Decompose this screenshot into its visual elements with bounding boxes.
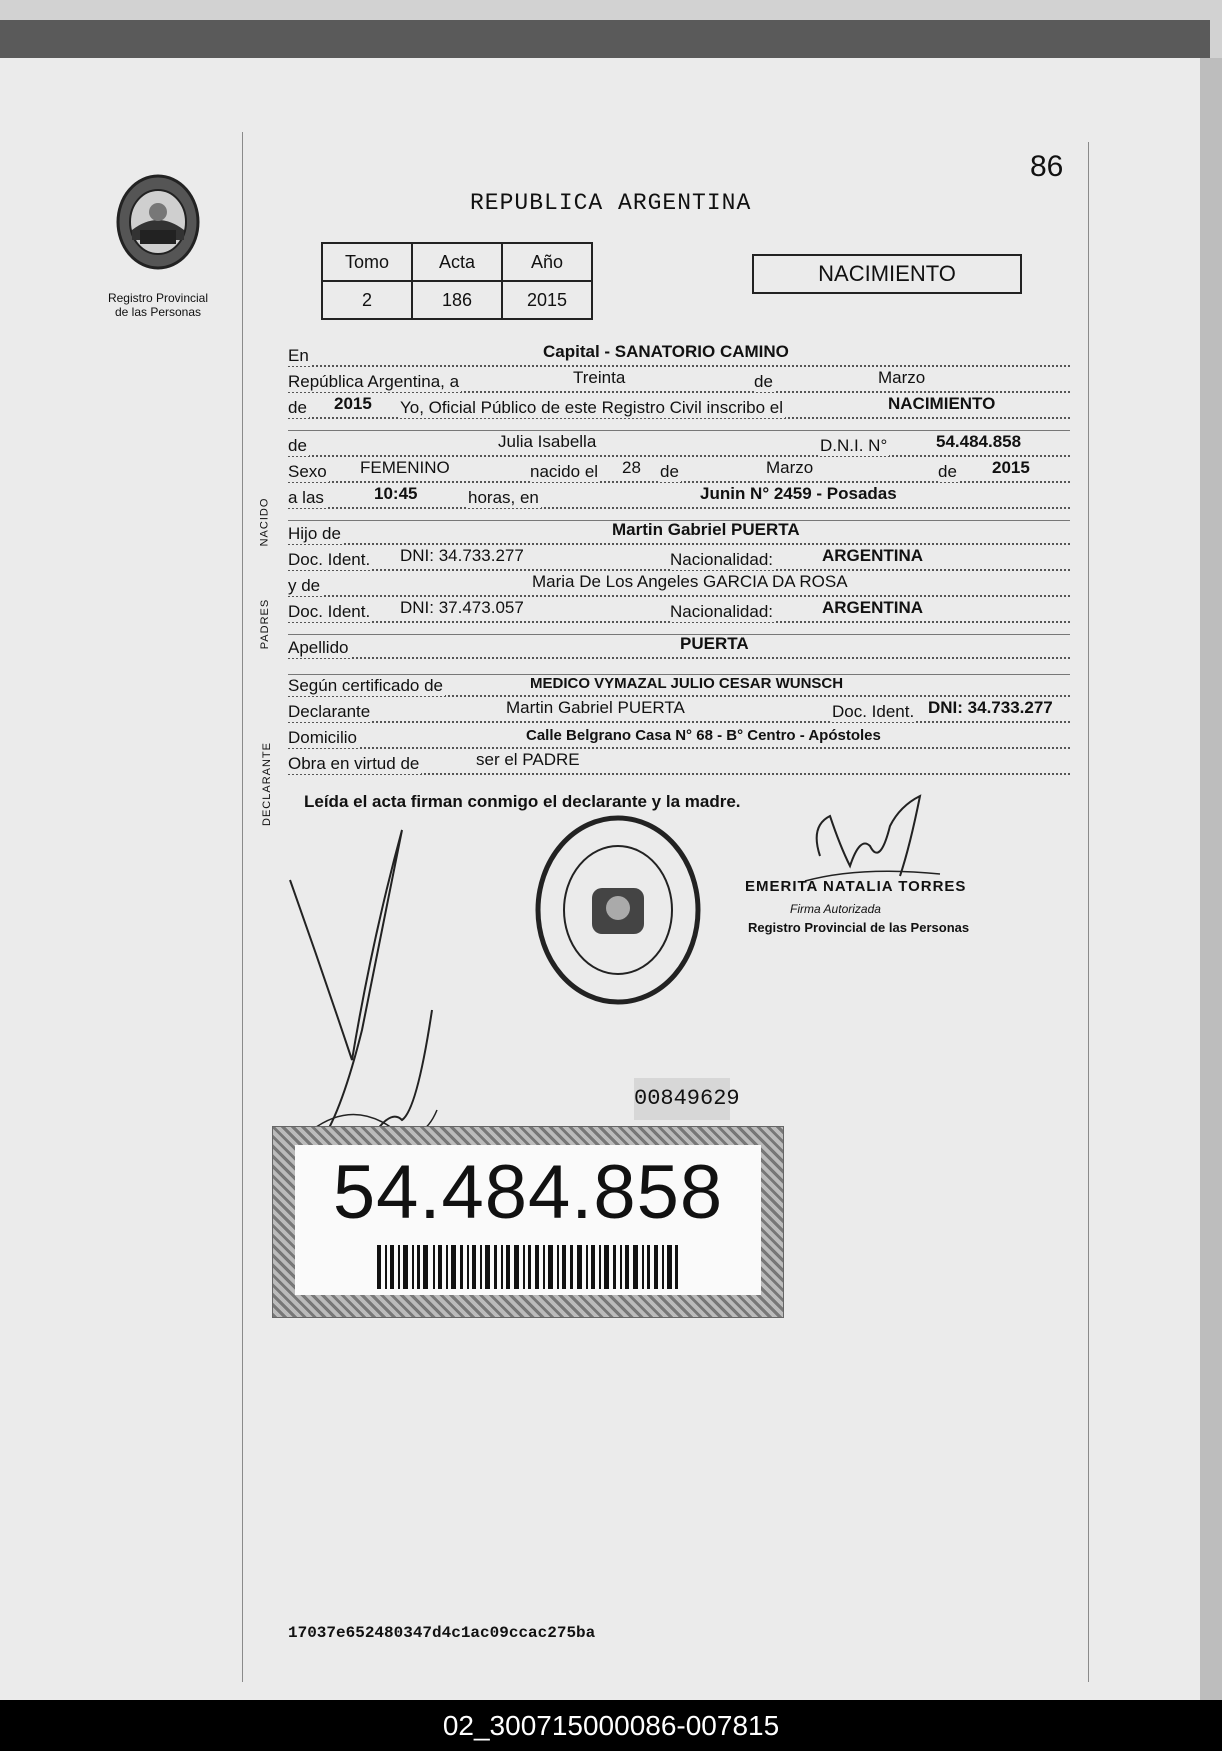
declarante-value: Martin Gabriel PUERTA bbox=[506, 698, 685, 717]
doc3-value: DNI: 34.733.277 bbox=[928, 698, 1053, 717]
label-number: 54.484.858 bbox=[332, 1150, 724, 1235]
day-text: Treinta bbox=[573, 368, 626, 387]
barcode-icon bbox=[377, 1245, 679, 1289]
page-number: 86 bbox=[1030, 150, 1064, 183]
doc2-value: DNI: 37.473.057 bbox=[400, 598, 524, 617]
domicilio-value: Calle Belgrano Casa N° 68 - B° Centro - Apóstoles bbox=[526, 727, 881, 744]
value-tomo: 2 bbox=[322, 281, 412, 319]
record-table bbox=[321, 242, 593, 320]
nacido-mes: Marzo bbox=[766, 458, 814, 477]
en-value: Capital - SANATORIO CAMINO bbox=[543, 342, 789, 361]
de-label: de bbox=[754, 372, 773, 391]
row-doc2 bbox=[288, 600, 1070, 624]
registry-line2: de las Personas bbox=[114, 305, 202, 319]
nombre-label: de bbox=[288, 436, 307, 455]
row-segun bbox=[288, 674, 1070, 698]
nac2-value: ARGENTINA bbox=[822, 598, 924, 617]
document-sheet bbox=[0, 58, 1203, 1700]
row-nombre bbox=[288, 434, 1070, 458]
padre-value: Martin Gabriel PUERTA bbox=[612, 520, 800, 539]
nac1-value: ARGENTINA bbox=[822, 546, 924, 565]
row-doc1 bbox=[288, 548, 1070, 572]
oficial-text: Yo, Oficial Público de este Registro Civil inscribo el bbox=[400, 398, 783, 417]
de2-label: de bbox=[288, 398, 307, 417]
country-title: REPUBLICA ARGENTINA bbox=[470, 190, 752, 216]
month: Marzo bbox=[878, 368, 926, 387]
nacido-label: nacido el bbox=[530, 462, 599, 481]
value-acta: 186 bbox=[412, 281, 502, 319]
year: 2015 bbox=[334, 394, 372, 413]
file-caption: 02_300715000086-007815 bbox=[0, 1700, 1222, 1751]
nacido-de2: de bbox=[938, 462, 957, 481]
declarante-label: Declarante bbox=[288, 702, 371, 721]
nac2-label: Nacionalidad: bbox=[670, 602, 774, 621]
control-number: 00849629 bbox=[634, 1078, 730, 1120]
header-acta: Acta bbox=[412, 243, 502, 281]
header-anio: Año bbox=[502, 243, 592, 281]
registry-logo bbox=[96, 170, 220, 319]
nac1-label: Nacionalidad: bbox=[670, 550, 774, 569]
left-margin-line bbox=[242, 132, 243, 1682]
en-label: En bbox=[288, 346, 309, 365]
official-stamp-icon bbox=[532, 812, 704, 1008]
right-margin-line bbox=[1088, 142, 1089, 1682]
row-en bbox=[288, 344, 1070, 368]
doc1-value: DNI: 34.733.277 bbox=[400, 546, 524, 565]
doc1-label: Doc. Ident. bbox=[288, 550, 371, 569]
registry-line1: Registro Provincial bbox=[107, 291, 209, 305]
nacido-anio: 2015 bbox=[992, 458, 1030, 477]
doc3-label: Doc. Ident. bbox=[832, 702, 915, 721]
side-label-padres: PADRES bbox=[259, 598, 272, 650]
row-obra bbox=[288, 752, 1070, 776]
sexo-label: Sexo bbox=[288, 462, 327, 481]
inscribo-value: NACIMIENTO bbox=[888, 394, 996, 413]
row-declarante bbox=[288, 700, 1070, 724]
row-apellido bbox=[288, 636, 1070, 660]
page-edge bbox=[1200, 58, 1222, 1700]
dni-value: 54.484.858 bbox=[936, 432, 1022, 451]
dni-label: D.N.I. N° bbox=[820, 436, 888, 455]
leida-statement: Leída el acta firman conmigo el declarante y la madre. bbox=[304, 792, 741, 811]
madre-value: Maria De Los Angeles GARCIA DA ROSA bbox=[532, 572, 848, 591]
obra-value: ser el PADRE bbox=[476, 750, 580, 769]
signatory-role: Firma Autorizada bbox=[790, 902, 881, 916]
row-domicilio bbox=[288, 726, 1070, 750]
alas-label: a las bbox=[288, 488, 324, 507]
record-kind: NACIMIENTO bbox=[752, 254, 1022, 294]
signature-declarant-icon bbox=[282, 810, 482, 1180]
id-label bbox=[272, 1126, 784, 1318]
lugar-value: Junin N° 2459 - Posadas bbox=[700, 484, 897, 503]
segun-label: Según certificado de bbox=[288, 676, 443, 695]
obra-label: Obra en virtud de bbox=[288, 754, 420, 773]
side-label-declarante: DECLARANTE bbox=[260, 742, 273, 826]
id-label-inner bbox=[295, 1145, 761, 1295]
hijo-label: Hijo de bbox=[288, 524, 341, 543]
sexo-value: FEMENINO bbox=[360, 458, 450, 477]
value-anio: 2015 bbox=[502, 281, 592, 319]
row-hora bbox=[288, 486, 1070, 510]
apellido-value: PUERTA bbox=[680, 634, 749, 653]
row-hijo bbox=[288, 522, 1070, 546]
horas-label: horas, en bbox=[468, 488, 539, 507]
side-label-nacido: NACIDO bbox=[258, 497, 271, 547]
nombre-value: Julia Isabella bbox=[498, 432, 597, 451]
row-sexo bbox=[288, 460, 1070, 484]
row-oficial bbox=[288, 396, 1070, 420]
hora-value: 10:45 bbox=[374, 484, 418, 503]
province-seal-icon bbox=[96, 170, 220, 280]
signatory-name: EMERITA NATALIA TORRES bbox=[745, 878, 967, 895]
header-tomo: Tomo bbox=[322, 243, 412, 281]
document-hash: 17037e652480347d4c1ac09ccac275ba bbox=[288, 1624, 596, 1642]
row-republica bbox=[288, 370, 1070, 394]
signatory-office: Registro Provincial de las Personas bbox=[748, 920, 970, 935]
doc2-label: Doc. Ident. bbox=[288, 602, 371, 621]
row-madre bbox=[288, 574, 1070, 598]
republica-label: República Argentina, a bbox=[288, 372, 460, 391]
domicilio-label: Domicilio bbox=[288, 728, 357, 747]
nacido-de: de bbox=[660, 462, 679, 481]
apellido-label: Apellido bbox=[288, 638, 349, 657]
nacido-dia: 28 bbox=[622, 458, 641, 477]
yde-label: y de bbox=[288, 576, 321, 595]
segun-value: MEDICO VYMAZAL JULIO CESAR WUNSCH bbox=[530, 675, 844, 692]
registry-name bbox=[96, 291, 220, 319]
